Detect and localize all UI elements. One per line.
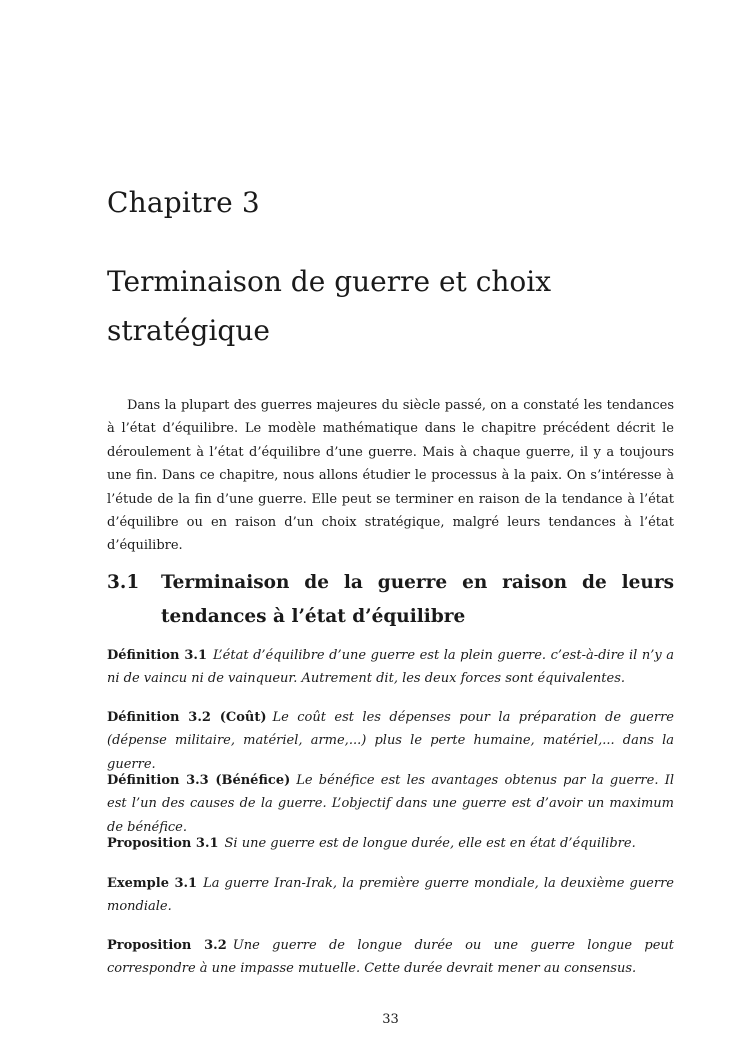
proposition-3-1 — [107, 832, 674, 855]
intro-paragraph: Dans la plupart des guerres majeures du siècle passé, on a constaté les tendances à l’état d’équilibre. Le modèle mathématique dans le chapitre précédent décrit le déroulement à l’état d’équilibre d’une guerre. Mais à chaque guerre, il y a toujours une fin. Dans ce chapitre, nous allons étudier le processus à la paix. On s’intéresse à l’étude de la fin d’une guerre. Elle peut se terminer en raison de la tendance à l’état d’équilibre ou en raison d’un choix stratégique, malgré leurs tendances à l’état d’équilibre. — [107, 398, 674, 554]
example-label: Exemple 3.1 — [107, 876, 198, 891]
document-page — [107, 0, 674, 1053]
definition-3-1 — [107, 644, 674, 691]
definition-3-2 — [107, 706, 674, 776]
proposition-text: Si une guerre est de longue durée, elle est en état d’équilibre. — [224, 836, 636, 851]
example-3-1 — [107, 872, 674, 919]
example-text: La guerre Iran-Irak, la première guerre mondiale, la deuxième guerre mondiale. — [107, 876, 674, 915]
definition-3-3 — [107, 769, 674, 839]
proposition-3-2 — [107, 934, 674, 981]
section-heading — [107, 566, 674, 634]
definition-text: Le coût est les dépenses pour la préparation de guerre (dépense militaire, matériel, arme,...) plus le perte humaine, matériel,... dans la guerre. — [107, 710, 674, 772]
chapter-label: Chapitre 3 — [107, 186, 260, 219]
definition-label: Définition 3.3 (Bénéfice) — [107, 773, 291, 788]
definition-label: Définition 3.1 — [107, 648, 207, 663]
definition-text: L’état d’équilibre d’une guerre est la plein guerre. c’est-à-dire il n’y a ni de vaincu ni de vainqueur. Autrement dit, les deux forces sont équivalentes. — [107, 648, 674, 687]
section-title: Terminaison de la guerre en raison de leurs tendances à l’état d’équilibre — [161, 572, 674, 627]
chapter-title: Terminaison de guerre et choix stratégique — [107, 265, 552, 347]
definition-label: Définition 3.2 (Coût) — [107, 710, 267, 725]
definition-text: Le bénéfice est les avantages obtenus par la guerre. Il est l’un des causes de la guerre. L’objectif dans une guerre est d’avoir un maximum de bénéfice. — [107, 773, 674, 835]
proposition-label: Proposition 3.1 — [107, 836, 219, 851]
proposition-label: Proposition 3.2 — [107, 938, 227, 953]
page-number: 33 — [382, 1012, 399, 1027]
section-number: 3.1 — [107, 572, 140, 593]
proposition-text: Une guerre de longue durée ou une guerre longue peut correspondre à une impasse mutuelle. Cette durée devrait mener au consensus. — [107, 938, 674, 977]
